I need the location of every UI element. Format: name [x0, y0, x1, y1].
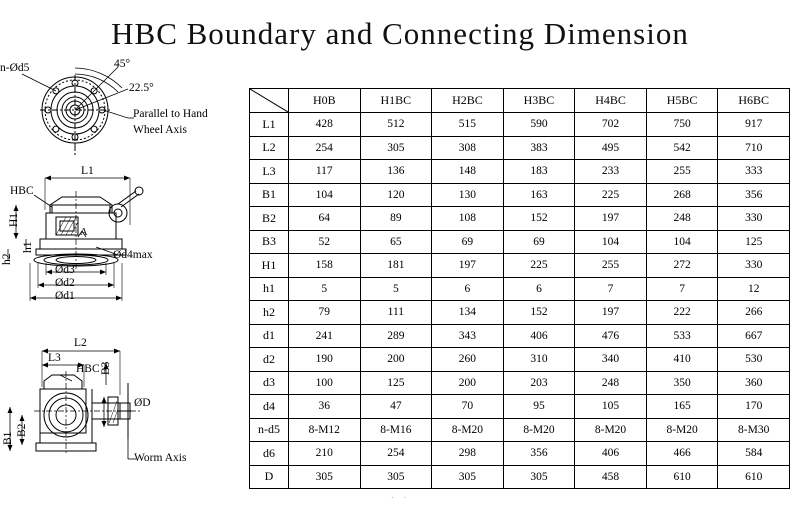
table-row — [250, 442, 790, 466]
table-cell: 8-M16 — [360, 418, 432, 442]
table-cell: 305 — [360, 465, 432, 489]
table-cell: 52 — [289, 230, 361, 254]
row-header: d2 — [250, 348, 289, 372]
row-header: B1 — [250, 183, 289, 207]
table-cell: 702 — [575, 113, 647, 137]
table-cell: 233 — [575, 160, 647, 184]
table-cell: 515 — [432, 113, 504, 137]
table-cell: 65 — [360, 230, 432, 254]
table-cell: 750 — [646, 113, 718, 137]
column-header: H6BC — [718, 89, 790, 113]
table-cell: 148 — [432, 160, 504, 184]
table-cell: 7 — [575, 277, 647, 301]
label-parallel-to-hand: Parallel to Hand — [133, 108, 208, 120]
table-cell: 8-M20 — [432, 418, 504, 442]
table-cell: 406 — [575, 442, 647, 466]
row-header: L3 — [250, 160, 289, 184]
table-row — [250, 465, 790, 489]
table-cell: 254 — [289, 136, 361, 160]
table-cell: 530 — [718, 348, 790, 372]
table-cell: 917 — [718, 113, 790, 137]
label-worm-axis: Worm Axis — [134, 452, 187, 464]
label-angle-45: 45° — [114, 58, 131, 70]
table-cell: 104 — [575, 230, 647, 254]
row-header: h2 — [250, 301, 289, 325]
table-cell: 70 — [432, 395, 504, 419]
label-l3: L3 — [48, 352, 61, 364]
table-cell: 350 — [646, 371, 718, 395]
table-cell: 210 — [289, 442, 361, 466]
table-cell: 163 — [503, 183, 575, 207]
spec-table-container — [249, 88, 790, 489]
row-header: H1 — [250, 254, 289, 278]
table-cell: 667 — [718, 324, 790, 348]
label-d1: Ød1 — [55, 290, 75, 302]
table-cell: 100 — [289, 371, 361, 395]
table-cell: 125 — [718, 230, 790, 254]
row-header: n-d5 — [250, 418, 289, 442]
table-row — [250, 160, 790, 184]
table-cell: 584 — [718, 442, 790, 466]
table-cell: 8-M20 — [646, 418, 718, 442]
row-header: D — [250, 465, 289, 489]
corner-cell — [250, 89, 289, 113]
table-cell: 203 — [503, 371, 575, 395]
table-cell: 476 — [575, 324, 647, 348]
table-cell: 152 — [503, 207, 575, 231]
table-cell: 36 — [289, 395, 361, 419]
spec-table-body — [250, 113, 790, 489]
table-row — [250, 418, 790, 442]
label-hbc-side: HBC — [10, 185, 34, 197]
table-cell: 79 — [289, 301, 361, 325]
table-cell: 197 — [575, 207, 647, 231]
table-cell: 542 — [646, 136, 718, 160]
table-cell: 610 — [718, 465, 790, 489]
table-cell: 197 — [575, 301, 647, 325]
table-cell: 255 — [575, 254, 647, 278]
label-d2: Ød2 — [55, 277, 75, 289]
spec-table-header — [250, 89, 790, 113]
column-header: H1BC — [360, 89, 432, 113]
table-cell: 222 — [646, 301, 718, 325]
table-cell: 120 — [360, 183, 432, 207]
table-cell: 330 — [718, 207, 790, 231]
gearbox-front-view-drawing — [0, 335, 250, 485]
row-header: d4 — [250, 395, 289, 419]
table-cell: 410 — [646, 348, 718, 372]
label-angle-22-5: 22.5° — [129, 82, 154, 94]
table-cell: 108 — [432, 207, 504, 231]
table-row — [250, 277, 790, 301]
table-cell: 117 — [289, 160, 361, 184]
column-header: H0B — [289, 89, 361, 113]
table-cell: 255 — [646, 160, 718, 184]
table-cell: 310 — [503, 348, 575, 372]
table-cell: 105 — [575, 395, 647, 419]
table-cell: 266 — [718, 301, 790, 325]
table-cell: 125 — [360, 371, 432, 395]
label-b1: B1 — [2, 431, 14, 445]
table-cell: 298 — [432, 442, 504, 466]
table-cell: 158 — [289, 254, 361, 278]
row-header: L2 — [250, 136, 289, 160]
table-cell: 165 — [646, 395, 718, 419]
table-cell: 6 — [432, 277, 504, 301]
table-cell: 383 — [503, 136, 575, 160]
row-header: d1 — [250, 324, 289, 348]
table-cell: 495 — [575, 136, 647, 160]
table-cell: 260 — [432, 348, 504, 372]
table-cell: 200 — [360, 348, 432, 372]
table-cell: 104 — [646, 230, 718, 254]
label-hbc-front: HBC — [76, 363, 100, 375]
table-cell: 69 — [432, 230, 504, 254]
table-cell: 248 — [646, 207, 718, 231]
table-cell: 190 — [289, 348, 361, 372]
label-h1-upper: H1 — [8, 212, 20, 227]
table-cell: 8-M20 — [503, 418, 575, 442]
label-b2: B2 — [16, 423, 28, 437]
table-cell: 47 — [360, 395, 432, 419]
table-cell: 111 — [360, 301, 432, 325]
label-l2: L2 — [74, 337, 87, 349]
row-header: L1 — [250, 113, 289, 137]
table-cell: 458 — [575, 465, 647, 489]
table-row — [250, 324, 790, 348]
gearbox-front-view-svg — [0, 335, 250, 485]
table-cell: 466 — [646, 442, 718, 466]
table-row — [250, 183, 790, 207]
diagonal-divider-icon — [250, 89, 288, 112]
table-cell: 6 — [503, 277, 575, 301]
table-row — [250, 301, 790, 325]
table-cell: 340 — [575, 348, 647, 372]
label-a-mark: A — [80, 227, 88, 238]
table-cell: 104 — [289, 183, 361, 207]
flange-top-view-svg — [0, 60, 250, 170]
label-n-d5: n-Ød5 — [0, 62, 30, 74]
table-row — [250, 348, 790, 372]
table-cell: 181 — [360, 254, 432, 278]
table-cell: 225 — [575, 183, 647, 207]
table-cell: 134 — [432, 301, 504, 325]
row-header: d3 — [250, 371, 289, 395]
label-h1-lower: h1 — [22, 241, 34, 253]
label-h2: h2 — [1, 253, 13, 265]
gearbox-side-view-svg — [0, 165, 250, 325]
table-cell: 89 — [360, 207, 432, 231]
column-header: H2BC — [432, 89, 504, 113]
table-cell: 69 — [503, 230, 575, 254]
label-wheel-axis: Wheel Axis — [133, 124, 187, 136]
table-cell: 343 — [432, 324, 504, 348]
table-row — [250, 395, 790, 419]
table-cell: 305 — [360, 136, 432, 160]
table-cell: 428 — [289, 113, 361, 137]
table-cell: 12 — [718, 277, 790, 301]
table-cell: 305 — [432, 465, 504, 489]
table-cell: 170 — [718, 395, 790, 419]
spec-table — [249, 88, 790, 489]
label-l1: L1 — [81, 165, 94, 177]
table-cell: 308 — [432, 136, 504, 160]
table-cell: 183 — [503, 160, 575, 184]
table-header-row — [250, 89, 790, 113]
row-header: d6 — [250, 442, 289, 466]
table-cell: 333 — [718, 160, 790, 184]
table-cell: 289 — [360, 324, 432, 348]
page-title: HBC Boundary and Connecting Dimension — [111, 16, 689, 51]
flange-top-view-drawing — [0, 60, 250, 170]
table-cell: 356 — [718, 183, 790, 207]
table-cell: 330 — [718, 254, 790, 278]
column-header: H5BC — [646, 89, 718, 113]
table-cell: 241 — [289, 324, 361, 348]
table-cell: 130 — [432, 183, 504, 207]
table-cell: 590 — [503, 113, 575, 137]
table-cell: 356 — [503, 442, 575, 466]
column-header: H4BC — [575, 89, 647, 113]
gearbox-side-view-drawing — [0, 165, 250, 325]
table-cell: 5 — [289, 277, 361, 301]
table-cell: 610 — [646, 465, 718, 489]
table-row — [250, 230, 790, 254]
table-cell: 136 — [360, 160, 432, 184]
table-cell: 254 — [360, 442, 432, 466]
table-cell: 360 — [718, 371, 790, 395]
table-row — [250, 136, 790, 160]
column-header: H3BC — [503, 89, 575, 113]
table-cell: 305 — [289, 465, 361, 489]
label-d4max: Ød4max — [113, 249, 153, 261]
table-cell: 512 — [360, 113, 432, 137]
table-cell: 152 — [503, 301, 575, 325]
label-phi-d: ØD — [134, 397, 151, 409]
table-cell: 8-M30 — [718, 418, 790, 442]
table-cell: 406 — [503, 324, 575, 348]
table-cell: 197 — [432, 254, 504, 278]
table-cell: 64 — [289, 207, 361, 231]
table-row — [250, 254, 790, 278]
table-cell: 7 — [646, 277, 718, 301]
table-cell: 533 — [646, 324, 718, 348]
row-header: h1 — [250, 277, 289, 301]
table-cell: 95 — [503, 395, 575, 419]
table-row — [250, 371, 790, 395]
table-cell: 8-M20 — [575, 418, 647, 442]
table-cell: 8-M12 — [289, 418, 361, 442]
table-cell: 5 — [360, 277, 432, 301]
table-cell: 225 — [503, 254, 575, 278]
row-header: B3 — [250, 230, 289, 254]
table-cell: 272 — [646, 254, 718, 278]
table-cell: 710 — [718, 136, 790, 160]
table-cell: 305 — [503, 465, 575, 489]
label-b3: B3 — [100, 361, 112, 375]
table-cell: 200 — [432, 371, 504, 395]
row-header: B2 — [250, 207, 289, 231]
footer-dots: · · — [390, 492, 410, 504]
table-row — [250, 113, 790, 137]
table-row — [250, 207, 790, 231]
label-d3: Ød3 — [55, 264, 75, 276]
table-cell: 248 — [575, 371, 647, 395]
table-cell: 268 — [646, 183, 718, 207]
